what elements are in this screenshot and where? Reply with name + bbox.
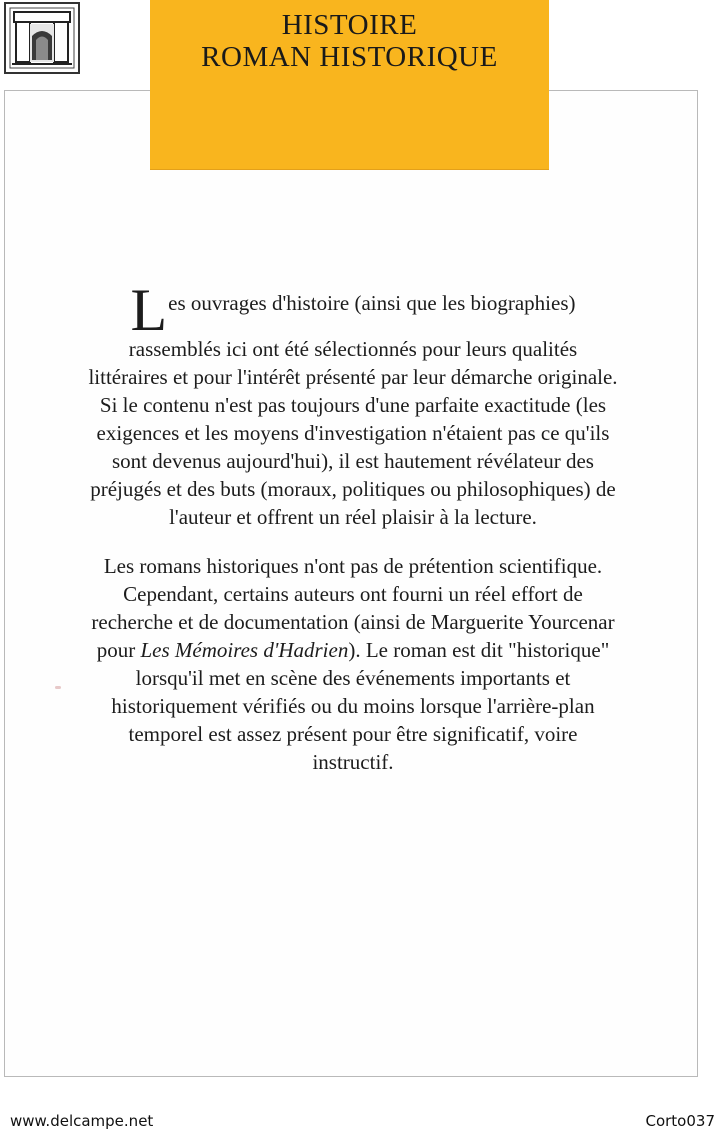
header-banner: [150, 0, 549, 170]
margin-mark: [55, 686, 61, 689]
footer-site-link[interactable]: www.delcampe.net: [10, 1112, 154, 1130]
footer-seller: Corto037: [645, 1112, 715, 1130]
paragraph-intro-text: es ouvrages d'histoire (ainsi que les biographies) rassemblés ici ont été sélectionnés pour leurs qualités littéraires et pour l'intérêt présenté par leur démarche originale. Si le contenu n'est pas toujours d'une parfaite exactitude (les exigences et les moyens d'investigation n'étaient pas ce qu'ils sont devenus aujourd'hui), il est hautement révélateur des préjugés et des buts (moraux, politiques ou philosophiques) de l'auteur et offrent un réel plaisir à la lecture.: [88, 291, 618, 529]
drop-cap: L: [130, 277, 168, 343]
banner-title-line2: ROMAN HISTORIQUE: [201, 41, 498, 73]
banner-title-line1: HISTOIRE: [281, 9, 418, 41]
body-text: [88, 277, 618, 776]
paragraph-historical-novels: [88, 552, 618, 776]
paragraph-intro: [88, 277, 618, 531]
paragraph-text-part2: ). Le roman est dit "historique" lorsqu'il met en scène des événements importants et historiquement vérifiés ou du moins lorsque l'arrière-plan temporel est assez présent pour être significatif, voire instructif.: [111, 638, 610, 774]
book-title: Les Mémoires d'Hadrien: [140, 638, 349, 662]
archway-icon: [4, 2, 80, 74]
paragraph-text-part1: Les romans historiques n'ont pas de prétention scientifique. Cependant, certains auteurs ont fourni un réel effort de recherche et de documentation (ainsi de Marguerite Yourcenar pour: [91, 554, 615, 662]
